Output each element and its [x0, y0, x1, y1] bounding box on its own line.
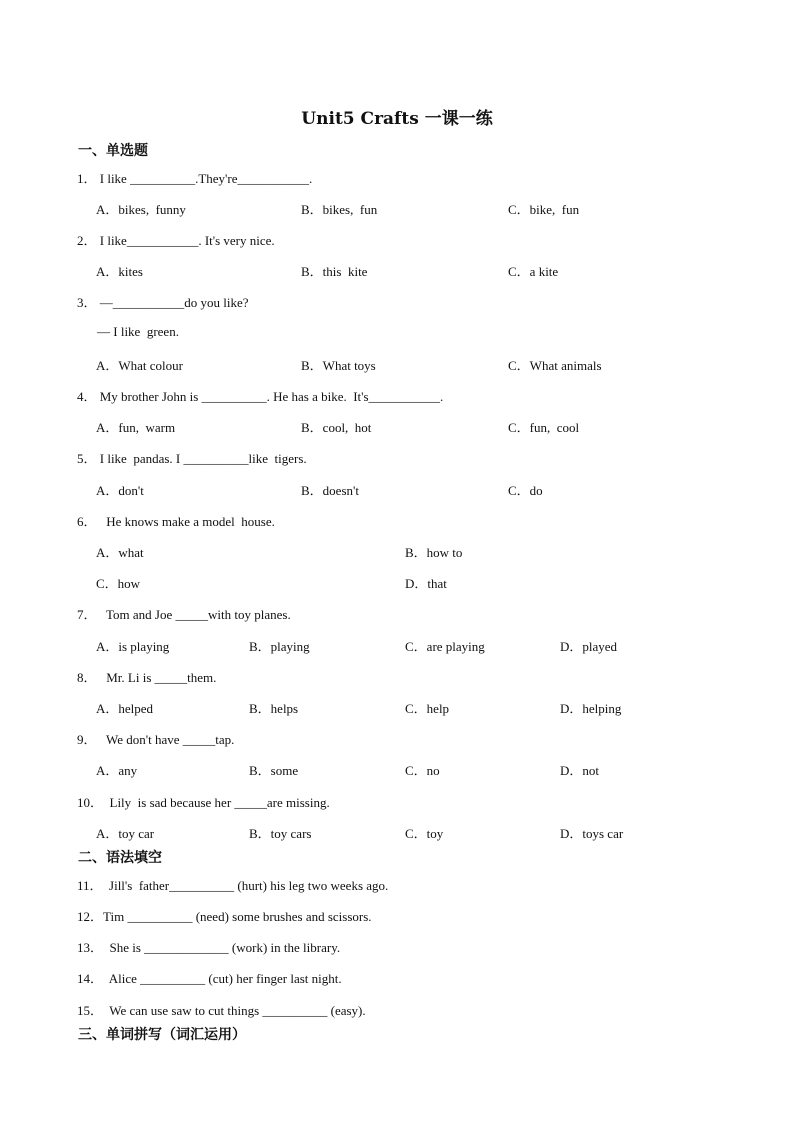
option-6d: D．that — [405, 576, 447, 591]
section-heading-spelling: 三、单词拼写（词汇运用） — [78, 1027, 246, 1043]
option-5b: B．doesn't — [301, 483, 359, 498]
section-heading-grammar-fill: 二、语法填空 — [78, 850, 162, 866]
option-6b: B．how to — [405, 545, 463, 560]
option-10d: D．toys car — [560, 826, 624, 841]
option-1a: A．bikes, funny — [96, 202, 186, 217]
option-9a: A．any — [96, 763, 138, 778]
section-heading-single-choice: 一、单选题 — [78, 143, 148, 159]
page-title: Unit5 Crafts 一课一练 — [301, 109, 493, 129]
question-5: 5． I like pandas. I __________like tigers. — [77, 451, 307, 466]
option-6c: C．how — [96, 576, 141, 591]
question-7: 7． Tom and Joe _____with toy planes. — [77, 607, 291, 622]
question-3: 3． —___________do you like? — [77, 295, 249, 310]
question-6: 6． He knows make a model house. — [77, 514, 275, 529]
question-8: 8． Mr. Li is _____them. — [77, 670, 217, 685]
question-9: 9． We don't have _____tap. — [77, 732, 235, 747]
option-2a: A．kites — [96, 264, 143, 279]
question-2: 2． I like___________. It's very nice. — [77, 233, 275, 248]
question-3-reply: — I like green. — [97, 324, 179, 339]
option-4b: B．cool, hot — [301, 420, 372, 435]
option-4a: A．fun, warm — [96, 420, 176, 435]
option-10a: A．toy car — [96, 826, 155, 841]
question-15: 15． We can use saw to cut things __________ (easy). — [77, 1003, 366, 1018]
option-8b: B．helps — [249, 701, 299, 716]
option-2b: B．this kite — [301, 264, 368, 279]
question-12: 12．Tim __________ (need) some brushes and scissors. — [77, 909, 372, 924]
option-9d: D．not — [560, 763, 600, 778]
option-8d: D．helping — [560, 701, 622, 716]
question-13: 13． She is _____________ (work) in the library. — [77, 940, 341, 955]
option-1b: B．bikes, fun — [301, 202, 378, 217]
option-3c: C．What animals — [508, 358, 602, 373]
option-7a: A．is playing — [96, 639, 170, 654]
option-2c: C．a kite — [508, 264, 559, 279]
option-10b: B．toy cars — [249, 826, 312, 841]
option-5a: A．don't — [96, 483, 144, 498]
option-3a: A．What colour — [96, 358, 184, 373]
option-8c: C．help — [405, 701, 450, 716]
option-9c: C．no — [405, 763, 440, 778]
option-7b: B．playing — [249, 639, 310, 654]
option-10c: C．toy — [405, 826, 444, 841]
option-9b: B．some — [249, 763, 299, 778]
question-14: 14． Alice __________ (cut) her finger last night. — [77, 971, 342, 986]
question-11: 11． Jill's father__________ (hurt) his leg two weeks ago. — [77, 878, 389, 893]
question-10: 10． Lily is sad because her _____are missing. — [77, 795, 330, 810]
option-7d: D．played — [560, 639, 618, 654]
question-4: 4． My brother John is __________. He has a bike. It's___________. — [77, 389, 444, 404]
option-4c: C．fun, cool — [508, 420, 580, 435]
option-8a: A．helped — [96, 701, 154, 716]
question-1: 1． I like __________.They're___________. — [77, 171, 313, 186]
option-1c: C．bike, fun — [508, 202, 580, 217]
option-5c: C．do — [508, 483, 543, 498]
option-6a: A．what — [96, 545, 144, 560]
option-7c: C．are playing — [405, 639, 485, 654]
option-3b: B．What toys — [301, 358, 376, 373]
